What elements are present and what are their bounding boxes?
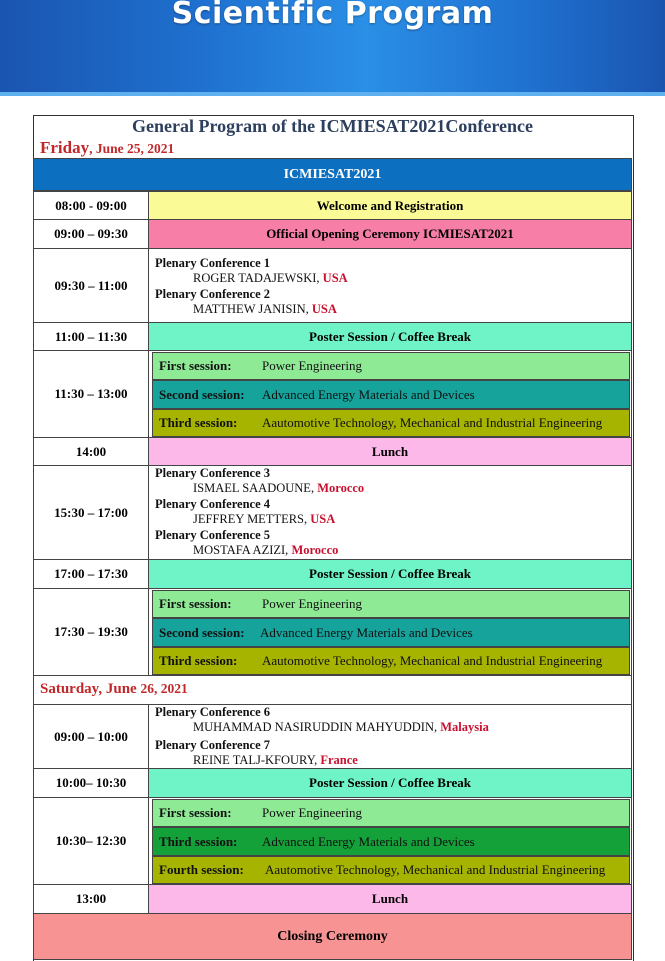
friday-heading bbox=[40, 138, 174, 158]
time-cell: 10:00– 10:30 bbox=[33, 768, 149, 798]
time-cell: 09:30 – 11:00 bbox=[33, 248, 149, 323]
saturday-date: 26, 2021 bbox=[140, 681, 188, 696]
plenary-title: Plenary Conference 3 bbox=[155, 466, 271, 480]
welcome-registration: Welcome and Registration bbox=[148, 191, 632, 220]
plenary-speaker: JEFFREY METTERS, USA bbox=[193, 512, 336, 526]
plenary-title: Plenary Conference 4 bbox=[155, 497, 271, 511]
plenary-speaker: MATTHEW JANISIN, USA bbox=[193, 302, 337, 316]
session-row: Third session: Aautomotive Technology, Mechanical and Industrial Engineering bbox=[152, 647, 630, 675]
friday-date: , June 25, 2021 bbox=[89, 141, 175, 156]
plenary-speaker: MOSTAFA AZIZI, Morocco bbox=[193, 543, 339, 557]
time-cell: 11:00 – 11:30 bbox=[33, 322, 149, 351]
time-cell: 17:30 – 19:30 bbox=[33, 588, 149, 676]
time-cell: 08:00 - 09:00 bbox=[33, 191, 149, 220]
friday-day: Friday bbox=[40, 138, 90, 157]
plenary-speaker: MUHAMMAD NASIRUDDIN MAHYUDDIN, Malaysia bbox=[193, 720, 489, 734]
time-cell: 14:00 bbox=[33, 437, 149, 466]
conference-bar: ICMIESAT2021 bbox=[33, 158, 632, 191]
session-row: Third session: Advanced Energy Materials and Devices bbox=[152, 827, 630, 856]
session-row: Second session: Advanced Energy Materials and Devices bbox=[152, 618, 630, 647]
session-row: First session: Power Engineering bbox=[152, 799, 630, 827]
session-row: First session: Power Engineering bbox=[152, 352, 630, 380]
session-row: First session: Power Engineering bbox=[152, 590, 630, 618]
time-cell: 09:00 – 09:30 bbox=[33, 219, 149, 249]
plenary-title: Plenary Conference 1 bbox=[155, 256, 271, 270]
time-cell: 13:00 bbox=[33, 884, 149, 914]
plenary-speaker: REINE TALJ-KFOURY, France bbox=[193, 753, 358, 767]
page-title: General Program of the ICMIESAT2021Conference bbox=[132, 116, 533, 136]
time-cell: 15:30 – 17:00 bbox=[33, 465, 149, 560]
saturday-heading bbox=[40, 681, 188, 698]
plenary-speaker: ROGER TADAJEWSKI, USA bbox=[193, 271, 348, 285]
header-banner bbox=[0, 0, 665, 92]
plenary-title: Plenary Conference 7 bbox=[155, 738, 271, 752]
session-row: Third session: Aautomotive Technology, Mechanical and Industrial Engineering bbox=[152, 409, 630, 437]
plenary-speaker: ISMAEL SAADOUNE, Morocco bbox=[193, 481, 365, 495]
session-row: Second session: Advanced Energy Materials and Devices bbox=[152, 380, 630, 409]
time-cell: 09:00 – 10:00 bbox=[33, 704, 149, 769]
time-cell: 17:00 – 17:30 bbox=[33, 559, 149, 589]
plenary-title: Plenary Conference 6 bbox=[155, 705, 271, 719]
banner-divider bbox=[0, 92, 665, 96]
poster-coffee-break: Poster Session / Coffee Break bbox=[148, 322, 632, 351]
plenary-title: Plenary Conference 5 bbox=[155, 528, 271, 542]
lunch: Lunch bbox=[148, 437, 632, 466]
saturday-day: Saturday, June bbox=[40, 681, 141, 697]
closing-ceremony: Closing Ceremony bbox=[33, 913, 632, 960]
session-row: Fourth session: Aautomotive Technology, Mechanical and Industrial Engineering bbox=[152, 856, 630, 884]
plenary-title: Plenary Conference 2 bbox=[155, 287, 271, 301]
banner-title: Scientific Program bbox=[171, 0, 494, 31]
time-cell: 11:30 – 13:00 bbox=[33, 350, 149, 438]
opening-ceremony: Official Opening Ceremony ICMIESAT2021 bbox=[148, 219, 632, 249]
poster-coffee-break: Poster Session / Coffee Break bbox=[148, 768, 632, 798]
time-cell: 10:30– 12:30 bbox=[33, 797, 149, 885]
poster-coffee-break: Poster Session / Coffee Break bbox=[148, 559, 632, 589]
lunch: Lunch bbox=[148, 884, 632, 914]
